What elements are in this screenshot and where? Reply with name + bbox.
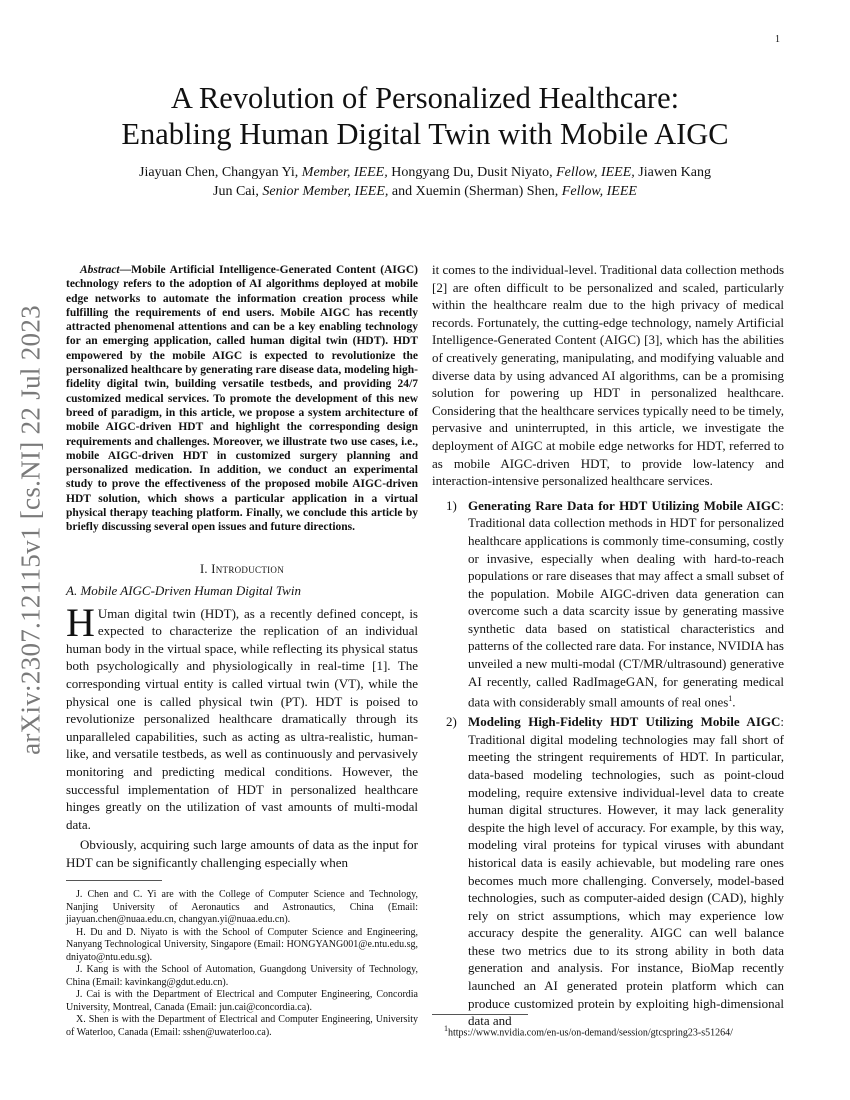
intro-paragraph-1 <box>66 599 418 834</box>
intro-text-1: Uman digital twin (HDT), as a recently defined concept, is expected to characterize the replication of an individual human body in the virtual space, while reflecting its physical status both psychologically and physiologically in real-time [1]. The corresponding virtual entity is called virtual twin (VT), while the physical one is called physical twin (PT). HDT is poised to revolutionize personalized healthcare dramatically through its unparalleled capabilities, such as acting as ultra-realistic, human-like, and versatile testbeds, as well as continuously and pervasively monitoring and predicting medical conditions. However, the successful implementation of HDT in personalized healthcare hinges greatly on the utilization of vast amounts of multi-modal data. <box>66 605 418 832</box>
list-item <box>432 497 784 711</box>
url-footnote <box>444 1024 733 1038</box>
affiliation-footnotes <box>66 889 418 1039</box>
list-number: 2) <box>446 714 457 730</box>
left-column <box>66 263 418 872</box>
numbered-list <box>432 497 784 1030</box>
paper-title <box>60 80 790 152</box>
authors-names: Jiayuan Chen, Changyan Yi, <box>139 165 302 180</box>
arxiv-watermark <box>14 305 48 755</box>
list-item <box>432 713 784 1030</box>
footnote-marker: 1 <box>444 1024 448 1033</box>
footnote-url[interactable]: https://www.nvidia.com/en-us/on-demand/session/gtcspring23-s51264/ <box>448 1027 733 1039</box>
authors-names: and Xuemin (Sherman) Shen, <box>388 184 562 199</box>
page-number: 1 <box>775 34 780 45</box>
authors-line-1 <box>60 163 790 182</box>
authors-names: Hongyang Du, Dusit Niyato, <box>387 165 557 180</box>
subsection-heading: A. Mobile AIGC-Driven Human Digital Twin <box>66 582 301 598</box>
abstract-label: Abstract <box>80 264 120 276</box>
title-line-2: Enabling Human Digital Twin with Mobile AIGC <box>121 117 729 151</box>
author-membership: Fellow, IEEE, <box>556 165 635 180</box>
footnote-rule <box>432 1014 528 1015</box>
authors-names: Jiawen Kang <box>634 165 711 180</box>
list-heading: Modeling High-Fidelity HDT Utilizing Mobile AIGC <box>468 714 781 730</box>
intro-paragraph-2: Obviously, acquiring such large amounts of data as the input for HDT can be significantly challenging especially when <box>66 837 418 870</box>
footnote-marker: 1 <box>728 694 733 704</box>
right-column <box>432 261 784 1032</box>
author-list <box>60 163 790 201</box>
title-line-1: A Revolution of Personalized Healthcare: <box>170 81 680 115</box>
list-text: : Traditional data collection methods in HDT for personalized healthcare applications is commonly time-consuming, costly or invasive, especially when dealing with hard-to-reach populations or rare diseases that may affect a small subset of the population. Mobile AIGC-driven data generation can overcome such a data scarcity issue by generating massive synthetic data based on statistical characteristics and patterns of the collected rare data. For instance, NVIDIA has unveiled a new multi-modal (CT/MR/ultrasound) generative AI recently, called RadImageGAN, for generating medical data with considerably small amounts of real ones <box>468 497 784 710</box>
list-tail: . <box>732 694 736 710</box>
list-heading: Generating Rare Data for HDT Utilizing Mobile AIGC <box>468 497 781 513</box>
section-heading: I. Introduction <box>199 561 285 576</box>
footnote: J. Kang is with the School of Automation, Guangdong University of Technology, China (Email: kavinkang@gdut.edu.cn). <box>66 964 418 988</box>
authors-line-2 <box>60 182 790 201</box>
footnote: X. Shen is with the Department of Electrical and Computer Engineering, University of Waterloo, Canada (Email: sshen@uwaterloo.ca). <box>66 1014 418 1038</box>
list-number: 1) <box>446 497 457 513</box>
arxiv-id: arXiv:2307.12115v1 [cs.NI] 22 Jul 2023 <box>15 305 46 755</box>
author-membership: Senior Member, IEEE, <box>262 184 389 199</box>
footnote-rule <box>66 880 162 881</box>
abstract-text: —Mobile Artificial Intelligence-Generated Content (AIGC) technology refers to the adoption of AI algorithms deployed at mobile edge networks to automate the information creation process while fulfilling the requirements of end users. Mobile AIGC has recently attracted phenomenal attentions and can be a key enabling technology for an emerging application, called human digital twin (HDT). HDT empowered by the mobile AIGC is expected to revolutionize the personalized healthcare by generating rare disease data, modeling high-fidelity digital twin, building versatile testbeds, and providing 24/7 customized medical services. To promote the development of this new breed of paradigm, in this article, we propose a system architecture of mobile AIGC-driven HDT and highlight the corresponding design requirements and challenges. Moreover, we illustrate two use cases, i.e., mobile AIGC-driven HDT in customized surgery planning and personalized medication. In addition, we conduct an experimental study to prove the effectiveness of the proposed mobile AIGC-driven HDT solution, which shows a particular application in a virtual physical therapy teaching platform. Finally, we conclude this article by briefly discussing several open issues and future directions. <box>66 264 418 534</box>
authors-names: Jun Cai, <box>213 184 263 199</box>
list-text: : Traditional digital modeling technologies may fall short of meeting the stringent requirements of HDT. In particular, data-based modeling technologies, such as point-cloud modeling, require extensive individual-level data to create human digital structures. However, it may lack generality despite the high level of accuracy. For example, by this way, modeling viral proteins for typical viruses with abundant historical data is easily achievable, but modeling rare ones becomes much more challenging. Conversely, model-based technologies, such as computer-aided design (CAD), highly rely on strict assumptions, which may experience low accuracy despite the generality. AIGC can well balance these two metrics due to its strong ability in both data generation and analysis. For instance, BioMap recently launched an AI generated protein platform which can produce customized protein by exploiting high-dimensional data and <box>468 714 784 1029</box>
author-membership: Fellow, IEEE <box>561 184 637 199</box>
drop-cap: H <box>66 599 95 645</box>
author-membership: Member, IEEE, <box>301 165 388 180</box>
footnote: J. Cai is with the Department of Electrical and Computer Engineering, Concordia University, Montreal, Canada (Email: jun.cai@concordia.ca). <box>66 989 418 1013</box>
footnote: H. Du and D. Niyato is with the School of Computer Science and Engineering, Nanyang Technological University, Singapore (Email: HONGYANG001@e.ntu.edu.sg, dniyato@ntu.edu.sg). <box>66 926 418 963</box>
abstract <box>66 263 418 535</box>
right-paragraph-1: it comes to the individual-level. Traditional data collection methods [2] are often difficult to be personalized and scaled, particularly within the healthcare realm due to the high privacy of medical records. Fortunately, the cutting-edge technology, namely Artificial Intelligence-Generated Content (AIGC) [3], which has the abilities of creatively generating, manipulating, and modifying valuable and diverse data by using advanced AI algorithms, can be a promising solution for powering up HDT in personalized healthcare. Considering that the healthcare services typically need to be timely, pervasive and uninterrupted, in this article, we investigate the deployment of AIGC at mobile edge networks for HDT, referred to as mobile AIGC-driven HDT, to provide low-latency and interaction-intensive personalized healthcare services. <box>432 262 785 489</box>
footnote: J. Chen and C. Yi are with the College of Computer Science and Technology, Nanjing University of Aeronautics and Astronautics, China (Email: jiayuan.chen@nuaa.edu.cn, changyan.yi@nuaa.edu.cn). <box>66 889 418 925</box>
